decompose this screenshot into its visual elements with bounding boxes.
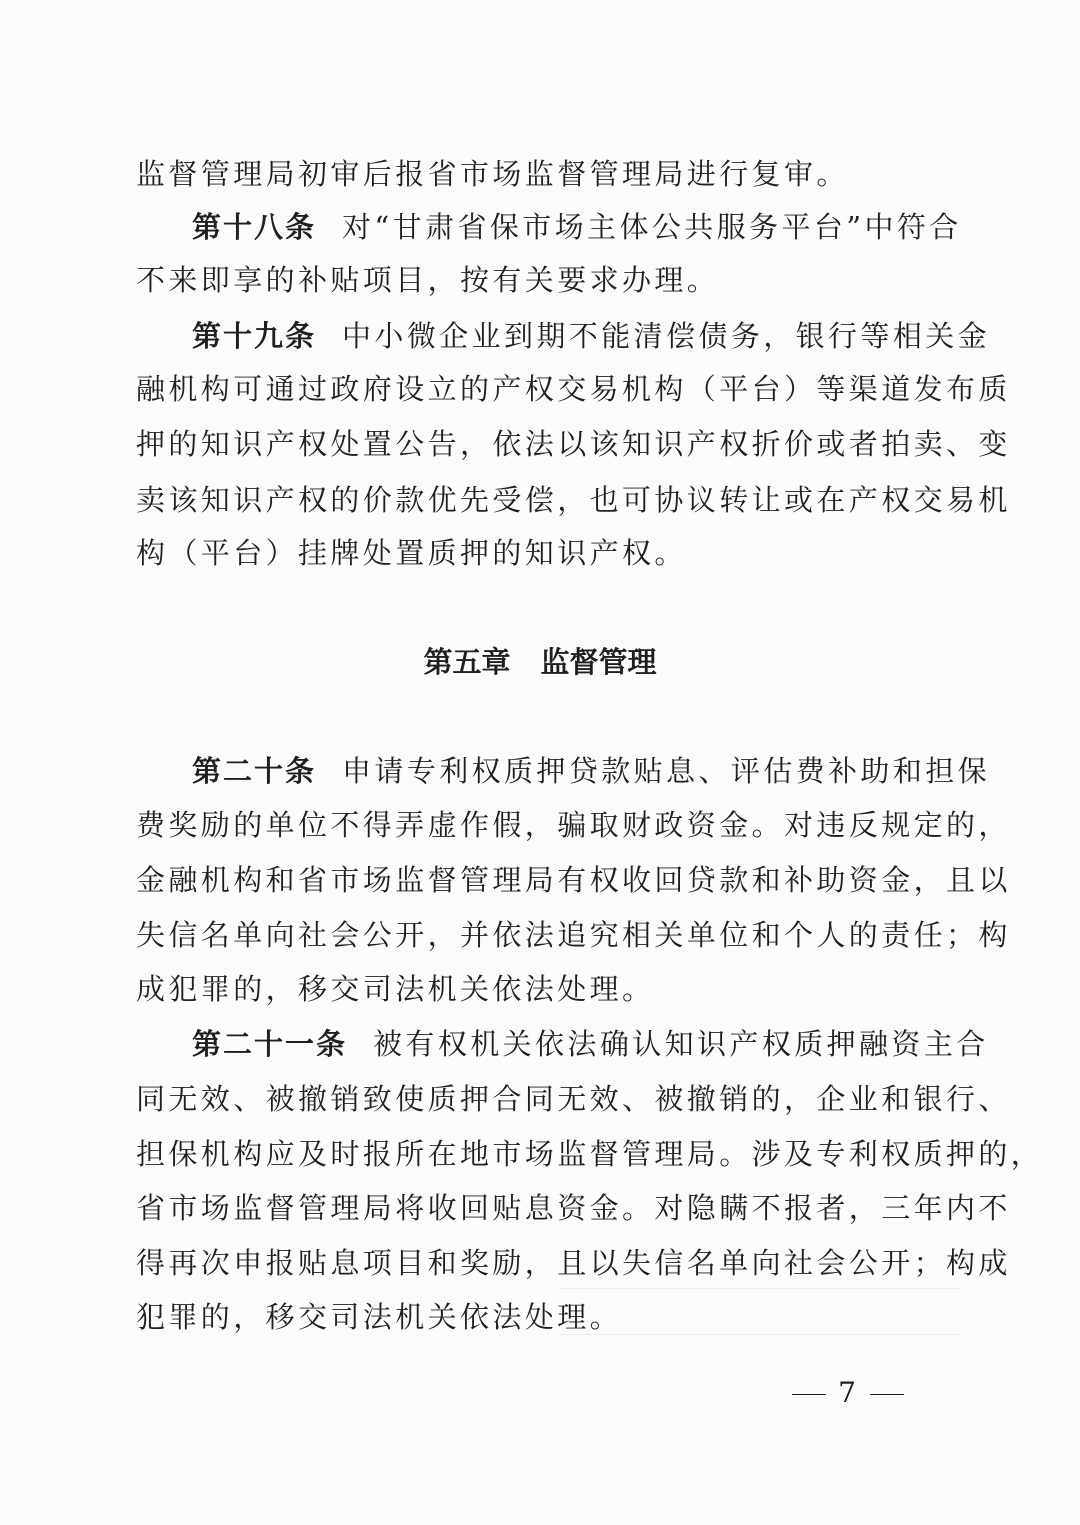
- bleed-through-rule: [560, 1334, 960, 1335]
- page-number-left-dash: [792, 1394, 826, 1395]
- article-20-line-1: [192, 753, 991, 789]
- article-21-text: 被有权机关依法确认知识产权质押融资主合: [373, 1027, 989, 1061]
- page-number-value: 7: [838, 1376, 858, 1409]
- text-line: 失信名单向社会公开，并依法追究相关单位和个人的责任；构: [136, 918, 1011, 952]
- text-line: 犯罪的，移交司法机关依法处理。: [136, 1300, 623, 1334]
- text-line: 不来即享的补贴项目，按有关要求办理。: [136, 263, 720, 297]
- text-line: 押的知识产权处置公告，依法以该知识产权折价或者拍卖、变: [136, 427, 1011, 461]
- article-20-title: 第二十条: [192, 754, 317, 788]
- text-line: 监督管理局初审后报省市场监督管理局进行复审。: [136, 157, 849, 191]
- bleed-through-rule: [560, 1288, 960, 1289]
- text-line: 担保机构应及时报所在地市场监督管理局。涉及专利权质押的，: [136, 1137, 1044, 1171]
- chapter-title: 监督管理: [540, 645, 657, 679]
- article-20-text: 申请专利权质押贷款贴息、评估费补助和担保: [342, 754, 991, 788]
- text-line: 费奖励的单位不得弄虚作假，骗取财政资金。对违反规定的，: [136, 808, 1011, 842]
- text-line: 成犯罪的，移交司法机关依法处理。: [136, 972, 655, 1006]
- text-line: 同无效、被撤销致使质押合同无效、被撤销的，企业和银行、: [136, 1082, 1011, 1116]
- article-18-title: 第十八条: [192, 210, 317, 244]
- article-21-line-1: [192, 1026, 989, 1062]
- article-18-line-1: [192, 209, 962, 245]
- article-18-text: 对“甘肃省保市场主体公共服务平台”中符合: [342, 210, 962, 244]
- text-line: 构（平台）挂牌处置质押的知识产权。: [136, 536, 687, 570]
- text-line: 金融机构和省市场监督管理局有权收回贷款和补助资金，且以: [136, 863, 1011, 897]
- text-line: 卖该知识产权的价款优先受偿，也可协议转让或在产权交易机: [136, 483, 1011, 517]
- page-number: [792, 1376, 904, 1410]
- article-21-title: 第二十一条: [192, 1027, 348, 1061]
- article-19-text: 中小微企业到期不能清偿债务，银行等相关金: [342, 319, 991, 353]
- text-line: 融机构可通过政府设立的产权交易机构（平台）等渠道发布质: [136, 372, 1011, 406]
- chapter-heading: [0, 644, 1080, 680]
- page-number-right-dash: [870, 1394, 904, 1395]
- article-19-title: 第十九条: [192, 319, 317, 353]
- text-line: 得再次申报贴息项目和奖励，且以失信名单向社会公开；构成: [136, 1246, 1011, 1280]
- chapter-number: 第五章: [423, 645, 511, 679]
- article-19-line-1: [192, 318, 991, 354]
- text-line: 省市场监督管理局将收回贴息资金。对隐瞒不报者，三年内不: [136, 1191, 1011, 1225]
